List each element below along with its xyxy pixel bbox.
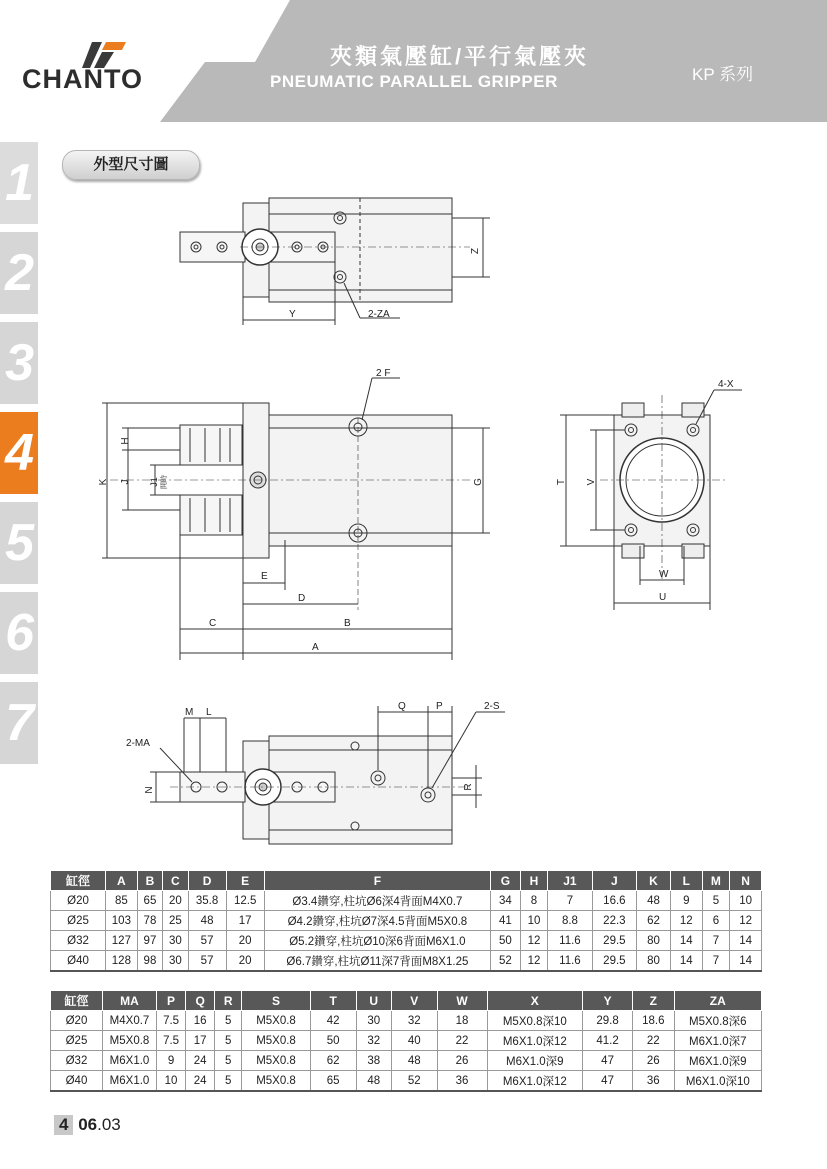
dim-label-j1-note: 開時 [161, 475, 168, 489]
column-header: L [670, 871, 702, 891]
chapter-tab-label: 2 [5, 244, 34, 302]
table-cell: 24 [186, 1051, 215, 1071]
table-cell: M6X1.0深12 [487, 1031, 583, 1051]
page-title-en: PNEUMATIC PARALLEL GRIPPER [270, 72, 558, 91]
table-cell: 62 [310, 1051, 356, 1071]
dim-label-u: U [659, 592, 667, 603]
table-cell: M6X1.0深9 [487, 1051, 583, 1071]
table-cell: 36 [437, 1071, 487, 1092]
column-header: 缸徑 [51, 871, 106, 891]
table-cell: 48 [391, 1051, 437, 1071]
table-cell: 48 [637, 891, 671, 911]
column-header: F [264, 871, 490, 891]
table-cell: M4X0.7 [102, 1011, 156, 1031]
table-cell: Ø20 [51, 891, 106, 911]
dim-label-s: 2-S [484, 701, 500, 712]
table-cell: M6X1.0深7 [674, 1031, 761, 1051]
table-cell: 20 [163, 891, 188, 911]
dim-label-r: R [463, 783, 474, 791]
table-cell: 18 [437, 1011, 487, 1031]
series-label: KP 系列 [692, 65, 754, 84]
column-header: P [157, 991, 186, 1011]
table-cell: 50 [491, 931, 521, 951]
table-cell: M5X0.8 [242, 1011, 311, 1031]
column-header: M [702, 871, 730, 891]
table-cell: 7 [702, 951, 730, 972]
column-header: Y [583, 991, 633, 1011]
dim-label-c: C [209, 618, 217, 629]
column-header: B [137, 871, 162, 891]
chapter-tab-label: 3 [5, 334, 34, 392]
column-header: E [226, 871, 264, 891]
table-cell: 14 [730, 951, 762, 972]
dim-label-j: J [120, 479, 131, 485]
table-cell: 14 [730, 931, 762, 951]
column-header: X [487, 991, 583, 1011]
table-cell: 20 [226, 951, 264, 972]
table-cell: 7.5 [157, 1031, 186, 1051]
table-cell: 26 [437, 1051, 487, 1071]
table-cell: Ø25 [51, 911, 106, 931]
table-row [51, 911, 762, 931]
table-cell: 10 [157, 1071, 186, 1092]
table-cell: M5X0.8 [242, 1031, 311, 1051]
table-cell: Ø40 [51, 951, 106, 972]
table-cell: 41.2 [583, 1031, 633, 1051]
dim-label-a: A [312, 642, 319, 653]
table-cell: M5X0.8 [102, 1031, 156, 1051]
table-cell: 7 [548, 891, 592, 911]
table-cell: 7.5 [157, 1011, 186, 1031]
table-cell: 30 [163, 951, 188, 972]
table-row [51, 1051, 762, 1071]
table-cell: 48 [188, 911, 226, 931]
page-num: 06 [78, 1115, 98, 1134]
table-cell: 65 [137, 891, 162, 911]
chapter-tab-label: 1 [5, 154, 34, 212]
company-logo: CHANTO [22, 64, 144, 94]
table-cell: 98 [137, 951, 162, 972]
section-title: 外型尺寸圖 [62, 150, 200, 180]
table-cell: M6X1.0深12 [487, 1071, 583, 1092]
table-row [51, 891, 762, 911]
dim-label-v: V [586, 478, 597, 486]
table-cell: M5X0.8 [242, 1071, 311, 1092]
table-cell: 11.6 [548, 931, 592, 951]
table-cell: 47 [583, 1071, 633, 1092]
table-cell: 5 [215, 1051, 242, 1071]
page-chapter: 4 [54, 1115, 73, 1135]
column-header: T [310, 991, 356, 1011]
dim-label-b: B [344, 618, 351, 629]
table-cell: 9 [670, 891, 702, 911]
column-header: N [730, 871, 762, 891]
table-cell: 14 [670, 951, 702, 972]
column-header: G [491, 871, 521, 891]
table-cell: Ø32 [51, 1051, 103, 1071]
table-cell: 127 [106, 931, 138, 951]
dim-label-x: 4-X [718, 379, 734, 390]
table-cell: Ø4.2鑽穿,柱坑Ø7深4.5背面M5X0.8 [264, 911, 490, 931]
page-number [54, 1115, 121, 1135]
chapter-tab-label: 6 [5, 604, 34, 662]
column-header: W [437, 991, 487, 1011]
table-row [51, 1071, 762, 1092]
table-cell: 11.6 [548, 951, 592, 972]
table-cell: 10 [520, 911, 548, 931]
table-cell: 14 [670, 931, 702, 951]
table-row [51, 931, 762, 951]
page-suffix: .03 [97, 1115, 121, 1134]
table-cell: 103 [106, 911, 138, 931]
table-cell: M6X1.0深10 [674, 1071, 761, 1092]
table-cell: 52 [491, 951, 521, 972]
table-cell: 12 [520, 931, 548, 951]
table-cell: Ø25 [51, 1031, 103, 1051]
table-cell: 32 [391, 1011, 437, 1031]
dim-label-g: G [473, 478, 484, 486]
table-cell: 128 [106, 951, 138, 972]
table-cell: 35.8 [188, 891, 226, 911]
table-cell: 8.8 [548, 911, 592, 931]
table-cell: 62 [637, 911, 671, 931]
table-cell: 22.3 [592, 911, 636, 931]
dim-label-n: N [144, 786, 155, 794]
column-header: 缸徑 [51, 991, 103, 1011]
table-cell: 36 [633, 1071, 675, 1092]
column-header: K [637, 871, 671, 891]
column-header: U [356, 991, 391, 1011]
table-cell: 12.5 [226, 891, 264, 911]
table-header-row [51, 991, 762, 1011]
table-cell: Ø20 [51, 1011, 103, 1031]
column-header: A [106, 871, 138, 891]
table-cell: 48 [356, 1071, 391, 1092]
chapter-tab-label: 7 [5, 694, 34, 752]
table-cell: 38 [356, 1051, 391, 1071]
column-header: C [163, 871, 188, 891]
table-cell: 47 [583, 1051, 633, 1071]
table-cell: 30 [163, 931, 188, 951]
table-cell: 85 [106, 891, 138, 911]
dim-label-p: P [436, 701, 443, 712]
dim-label-za: 2-ZA [368, 309, 390, 320]
table-cell: 20 [226, 931, 264, 951]
dim-label-l: L [206, 707, 212, 718]
table-cell: M5X0.8 [242, 1051, 311, 1071]
front-view-drawing [102, 378, 490, 660]
table-row [51, 1031, 762, 1051]
table-cell: 40 [391, 1031, 437, 1051]
dim-label-f: 2 F [376, 368, 391, 379]
table-cell: 16 [186, 1011, 215, 1031]
column-header: V [391, 991, 437, 1011]
column-header: MA [102, 991, 156, 1011]
table-cell: 97 [137, 931, 162, 951]
table-cell: 8 [520, 891, 548, 911]
bottom-view-drawing [150, 706, 505, 844]
table-cell: 25 [163, 911, 188, 931]
dim-label-ma: 2-MA [126, 738, 150, 749]
table-cell: 5 [215, 1071, 242, 1092]
side-view-drawing [560, 390, 742, 610]
table-cell: 80 [637, 931, 671, 951]
table-cell: M6X1.0 [102, 1051, 156, 1071]
dim-label-t: T [556, 478, 567, 486]
column-header: R [215, 991, 242, 1011]
table-cell: M6X1.0深9 [674, 1051, 761, 1071]
table-cell: M5X0.8深6 [674, 1011, 761, 1031]
dim-label-y: Y [289, 309, 296, 320]
table-cell: M6X1.0 [102, 1071, 156, 1092]
table-cell: Ø40 [51, 1071, 103, 1092]
column-header: Q [186, 991, 215, 1011]
table-cell: 29.5 [592, 931, 636, 951]
table-cell: 22 [437, 1031, 487, 1051]
table-cell: 30 [356, 1011, 391, 1031]
table-cell: 12 [520, 951, 548, 972]
table-header-row [51, 871, 762, 891]
table-cell: 29.5 [592, 951, 636, 972]
table-cell: 17 [186, 1031, 215, 1051]
dim-label-h: H [120, 437, 131, 445]
table-cell: 57 [188, 931, 226, 951]
table-cell: 16.6 [592, 891, 636, 911]
chapter-tab-label: 4 [5, 424, 34, 482]
table-cell: 24 [186, 1071, 215, 1092]
table-cell: 18.6 [633, 1011, 675, 1031]
table-cell: 65 [310, 1071, 356, 1092]
table-cell: Ø6.7鑽穿,柱坑Ø11深7背面M8X1.25 [264, 951, 490, 972]
table-cell: 57 [188, 951, 226, 972]
dim-label-k: K [98, 478, 109, 486]
table-cell: 6 [702, 911, 730, 931]
dim-label-m: M [185, 707, 194, 718]
table-cell: 17 [226, 911, 264, 931]
column-header: Z [633, 991, 675, 1011]
table-cell: 10 [730, 891, 762, 911]
table-cell: 32 [356, 1031, 391, 1051]
spec-table-2 [50, 990, 762, 1092]
table-cell: 78 [137, 911, 162, 931]
table-row [51, 1011, 762, 1031]
table-cell: 22 [633, 1031, 675, 1051]
column-header: ZA [674, 991, 761, 1011]
table-cell: Ø5.2鑽穿,柱坑Ø10深6背面M6X1.0 [264, 931, 490, 951]
dim-label-e: E [261, 571, 268, 582]
column-header: D [188, 871, 226, 891]
top-view-drawing [180, 198, 490, 325]
column-header: S [242, 991, 311, 1011]
spec-table-1 [50, 870, 762, 972]
table-row [51, 951, 762, 972]
table-cell: 5 [215, 1011, 242, 1031]
column-header: J1 [548, 871, 592, 891]
table-cell: 50 [310, 1031, 356, 1051]
table-cell: 41 [491, 911, 521, 931]
chapter-tab-label: 5 [5, 514, 34, 572]
column-header: H [520, 871, 548, 891]
table-cell: 26 [633, 1051, 675, 1071]
table-cell: 12 [730, 911, 762, 931]
table-cell: 52 [391, 1071, 437, 1092]
dim-label-w: W [659, 569, 669, 580]
table-cell: 80 [637, 951, 671, 972]
table-cell: 42 [310, 1011, 356, 1031]
table-cell: 9 [157, 1051, 186, 1071]
table-cell: Ø32 [51, 931, 106, 951]
table-cell: 12 [670, 911, 702, 931]
column-header: J [592, 871, 636, 891]
table-cell: 29.8 [583, 1011, 633, 1031]
dim-label-j1: J1 [149, 477, 159, 487]
table-cell: 5 [702, 891, 730, 911]
table-cell: Ø3.4鑽穿,柱坑Ø6深4背面M4X0.7 [264, 891, 490, 911]
dim-label-z: Z [470, 247, 481, 255]
table-cell: 5 [215, 1031, 242, 1051]
table-cell: M5X0.8深10 [487, 1011, 583, 1031]
page-title-cn: 夾類氣壓缸/平行氣壓夾 [330, 44, 590, 69]
table-cell: 34 [491, 891, 521, 911]
dim-label-d: D [298, 593, 306, 604]
table-cell: 7 [702, 931, 730, 951]
dim-label-q: Q [398, 701, 406, 712]
